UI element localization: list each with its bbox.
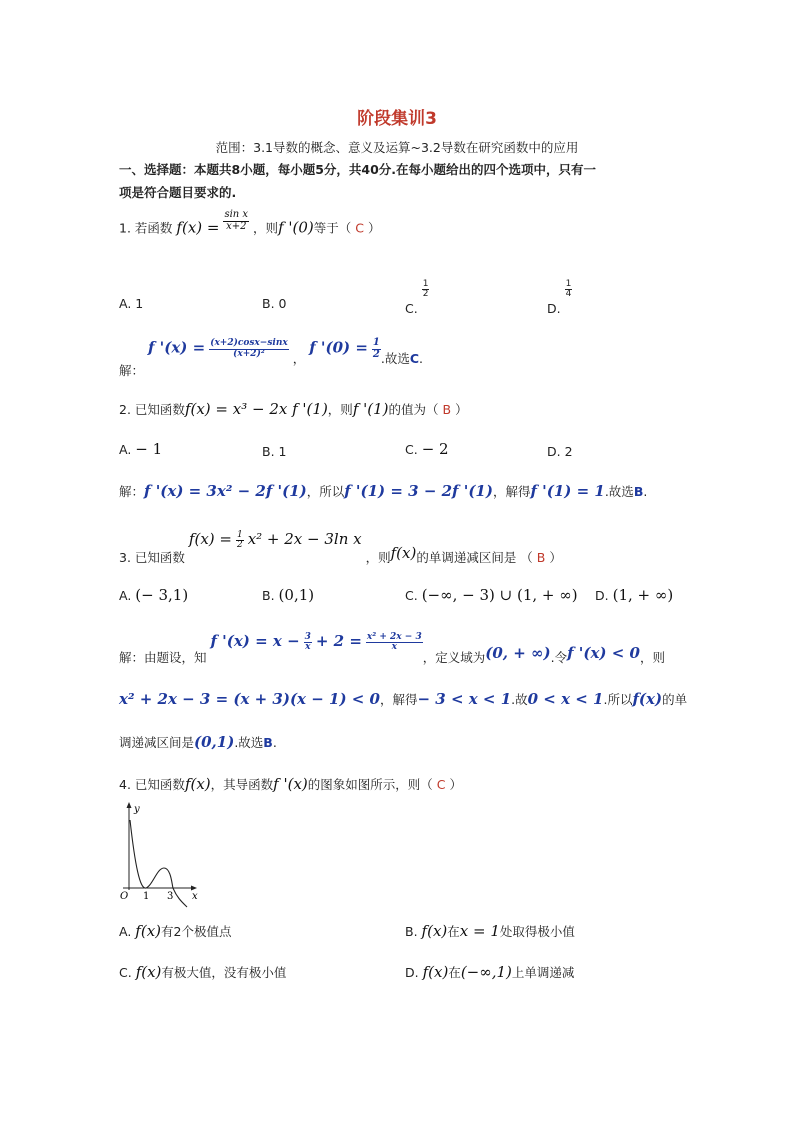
option-a: A. (− 3,1) — [119, 586, 189, 604]
function-fraction: $\frac{1}{2}$ — [236, 529, 243, 550]
option-d: D. 2 — [547, 444, 573, 459]
derivative-at-zero: f '(0) — [278, 218, 314, 237]
section-heading-line1: 一、选择题：本题共8小题，每小题5分，共40分.在每小题给出的四个选项中，只有一 — [119, 162, 597, 177]
option-a: A. − 1 — [119, 440, 163, 458]
option-c: C. − 2 — [405, 440, 449, 458]
option-d: D. $\frac{1}{4}$ — [547, 279, 572, 317]
question-4: 4. 已知函数f(x)，其导函数f '(x)的图象如图所示，则（ C ） — [119, 775, 463, 793]
function-fraction: $\frac{\text{sin x}}{x+2}$ — [224, 209, 249, 232]
option-c: C. (−∞, − 3) ∪ (1, + ∞) — [405, 586, 578, 604]
section-heading-line2: 项是符合题目要求的. — [119, 185, 237, 200]
answer-letter: C — [355, 220, 364, 236]
option-d-fraction: $\frac{1}{4}$ — [565, 279, 572, 300]
question-2: 2. 已知函数f(x) = x³ − 2x f '(1)，则f '(1)的值为（ B ） — [119, 400, 468, 418]
option-c: C. f(x)有极大值，没有极小值 — [119, 963, 287, 981]
tick-label-3: 3 — [167, 891, 174, 902]
y-label: y — [134, 804, 140, 815]
y-axis-arrow — [127, 802, 132, 808]
solution-1-fraction: $\frac{(x+2)\cos x-\sin x}{\text{(x+2)²}}$ — [210, 338, 288, 359]
solution-2: 解：f '(x) = 3x² − 2f '(1)，所以f '(1) = 3 − 2f '(1)，解得f '(1) = 1.故选B. — [119, 482, 648, 500]
derivative-graph — [115, 800, 205, 910]
question-1: 1. 若函数 f(x) = $\frac{\text{sin x}}{x+2}$ ，则f '(0)等于（ C ） — [119, 209, 381, 237]
solution-3-line3: 调递减区间是(0,1).故选B. — [119, 733, 277, 751]
option-d: D. (1, + ∞) — [595, 586, 674, 604]
solution-3-line1: 解：由题设，知 f '(x) = x − $\frac{3}{x}$ + 2 = $\frac{\text{x² + 2x − 3}}{x}$ ，定义域为(0, + ∞).令f '(x) < 0，则 — [119, 631, 665, 665]
question-number: 1. — [119, 220, 131, 236]
solution-1: 解： f '(x) = $\frac{(x+2)\cos x-\sin x}{\text{(x+2)²}}$ ， f '(0) = $\frac{1}{2}$ .故选C. — [119, 337, 424, 378]
option-c: C. $\frac{1}{2}$ — [405, 279, 429, 317]
answer-letter: C — [436, 777, 446, 792]
function-expression: f(x) = — [176, 218, 220, 237]
derivative-curve — [130, 820, 187, 907]
option-b: B. 1 — [262, 444, 287, 459]
option-a: A. f(x)有2个极值点 — [119, 922, 232, 940]
answer-letter: B — [536, 550, 546, 565]
option-b: B. 0 — [262, 296, 287, 311]
option-c-fraction: $\frac{1}{2}$ — [422, 279, 429, 300]
solution-3-line2: x² + 2x − 3 = (x + 3)(x − 1) < 0，解得− 3 < x < 1.故0 < x < 1.所以f(x)的单 — [119, 690, 688, 708]
solution-1-value: $\frac{1}{2}$ — [372, 337, 380, 360]
x-label: x — [192, 891, 198, 902]
option-d: D. f(x)在(−∞,1)上单调递减 — [405, 963, 575, 981]
page-title: 阶段集训3 — [357, 109, 437, 129]
option-b: B. f(x)在x = 1处取得极小值 — [405, 922, 575, 940]
x-axis-arrow — [191, 886, 197, 891]
option-a: A. 1 — [119, 296, 144, 311]
origin-label: O — [120, 891, 129, 902]
option-b: B. (0,1) — [262, 586, 315, 604]
question-3: 3. 已知函数 f(x) = $\frac{1}{2}$ x² + 2x − 3ln x ，则f(x)的单调递减区间是 （ B ） — [119, 529, 562, 565]
tick-label-1: 1 — [143, 891, 150, 902]
answer-letter: B — [442, 402, 452, 417]
scope-line: 范围：3.1导数的概念、意义及运算~3.2导数在研究函数中的应用 — [215, 140, 579, 155]
question-text: 若函数 — [134, 220, 173, 236]
